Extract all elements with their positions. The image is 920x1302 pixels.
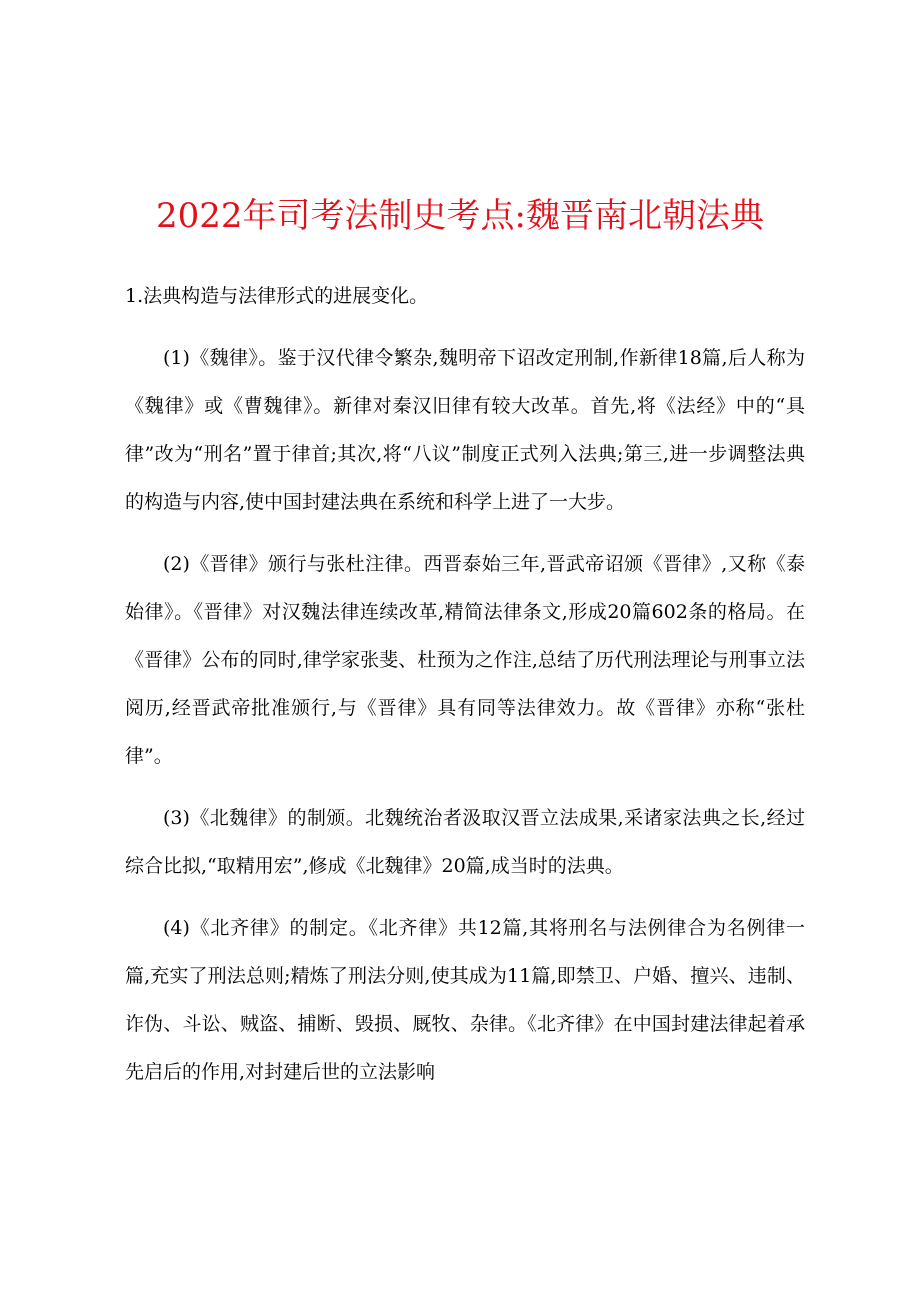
paragraph-bei-qi-lv: (4)《北齐律》的制定。《北齐律》共12篇,其将刑名与法例律合为名例律一篇,充实了刑法总则;精炼了刑法分则,使其成为11篇,即禁卫、户婚、擅兴、违制、诈伪、斗讼、贼盗、捕断、毁损、厩牧、杂律。《北齐律》在中国封建法律起着承先启后的作用,对封建后世的立法影响 — [125, 917, 805, 1083]
section-heading: 1.法典构造与法律形式的进展变化。 — [125, 285, 429, 307]
document-title: 2022年司考法制史考点:魏晋南北朝法典 — [156, 196, 764, 236]
paragraph-bei-wei-lv: (3)《北魏律》的制颁。北魏统治者汲取汉晋立法成果,采诸家法典之长,经过综合比拟,“取精用宏”,修成《北魏律》20篇,成当时的法典。 — [125, 807, 805, 877]
paragraph-jin-lv: (2)《晋律》颁行与张杜注律。西晋泰始三年,晋武帝诏颁《晋律》,又称《泰始律》。《晋律》对汉魏法律连续改革,精简法律条文,形成20篇602条的格局。在《晋律》公布的同时,律学家张斐、杜预为之作注,总结了历代刑法理论与刑事立法阅历,经晋武帝批准颁行,与《晋律》具有同等法律效力。故《晋律》亦称“张杜律”。 — [125, 553, 805, 767]
paragraph-wei-lv: (1)《魏律》。鉴于汉代律令繁杂,魏明帝下诏改定刑制,作新律18篇,后人称为《魏律》或《曹魏律》。新律对秦汉旧律有较大改革。首先,将《法经》中的“具律”改为“刑名”置于律首;其次,将“八议”制度正式列入法典;第三,进一步调整法典的构造与内容,使中国封建法典在系统和科学上进了一大步。 — [125, 347, 805, 513]
document-body — [125, 272, 805, 1110]
